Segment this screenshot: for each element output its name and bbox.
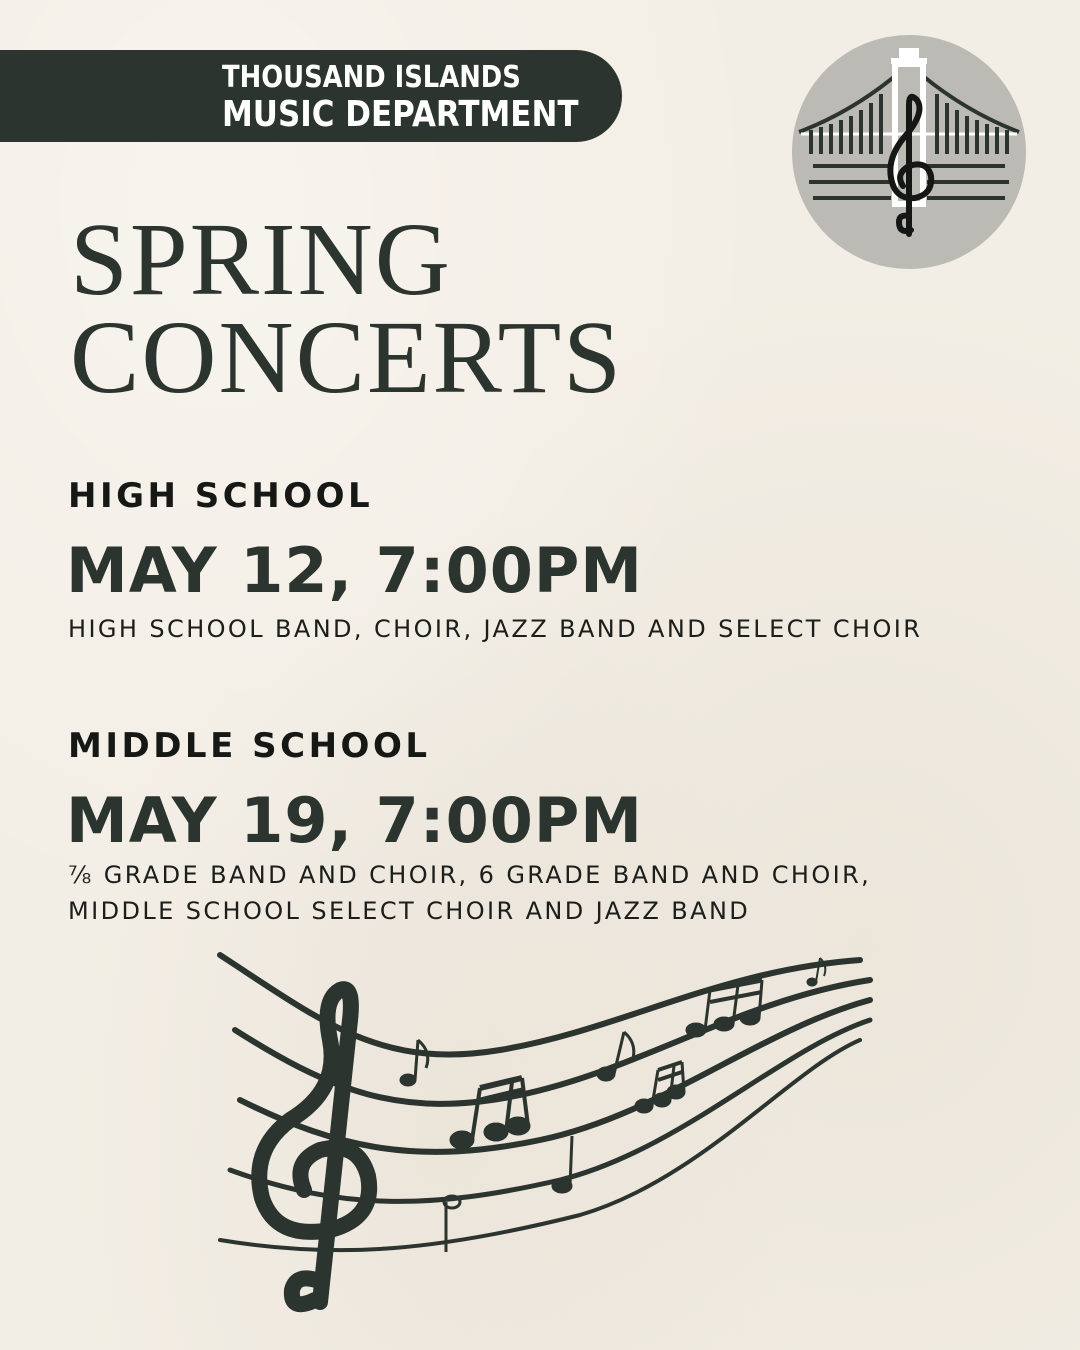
department-name-line-1: THOUSAND ISLANDS [222,60,521,95]
department-name-line-2: MUSIC DEPARTMENT [222,94,579,135]
middle-school-date: MAY 19, 7:00PM [66,784,643,857]
middle-school-description-line-2: MIDDLE SCHOOL SELECT CHOIR AND JAZZ BAND [68,897,751,925]
bridge-treble-clef-logo-icon [791,34,1027,270]
music-staff-treble-clef-notes-icon [200,940,880,1330]
high-school-heading: HIGH SCHOOL [68,476,374,516]
department-banner [0,50,622,142]
high-school-date: MAY 12, 7:00PM [66,534,643,607]
middle-school-heading: MIDDLE SCHOOL [68,726,431,766]
title-line-1: SPRING [70,202,452,317]
middle-school-description-line-1: ⅞ GRADE BAND AND CHOIR, 6 GRADE BAND AND CHOIR, [68,861,872,889]
title-line-2: CONCERTS [70,300,623,415]
high-school-description: HIGH SCHOOL BAND, CHOIR, JAZZ BAND AND SELECT CHOIR [68,615,923,643]
